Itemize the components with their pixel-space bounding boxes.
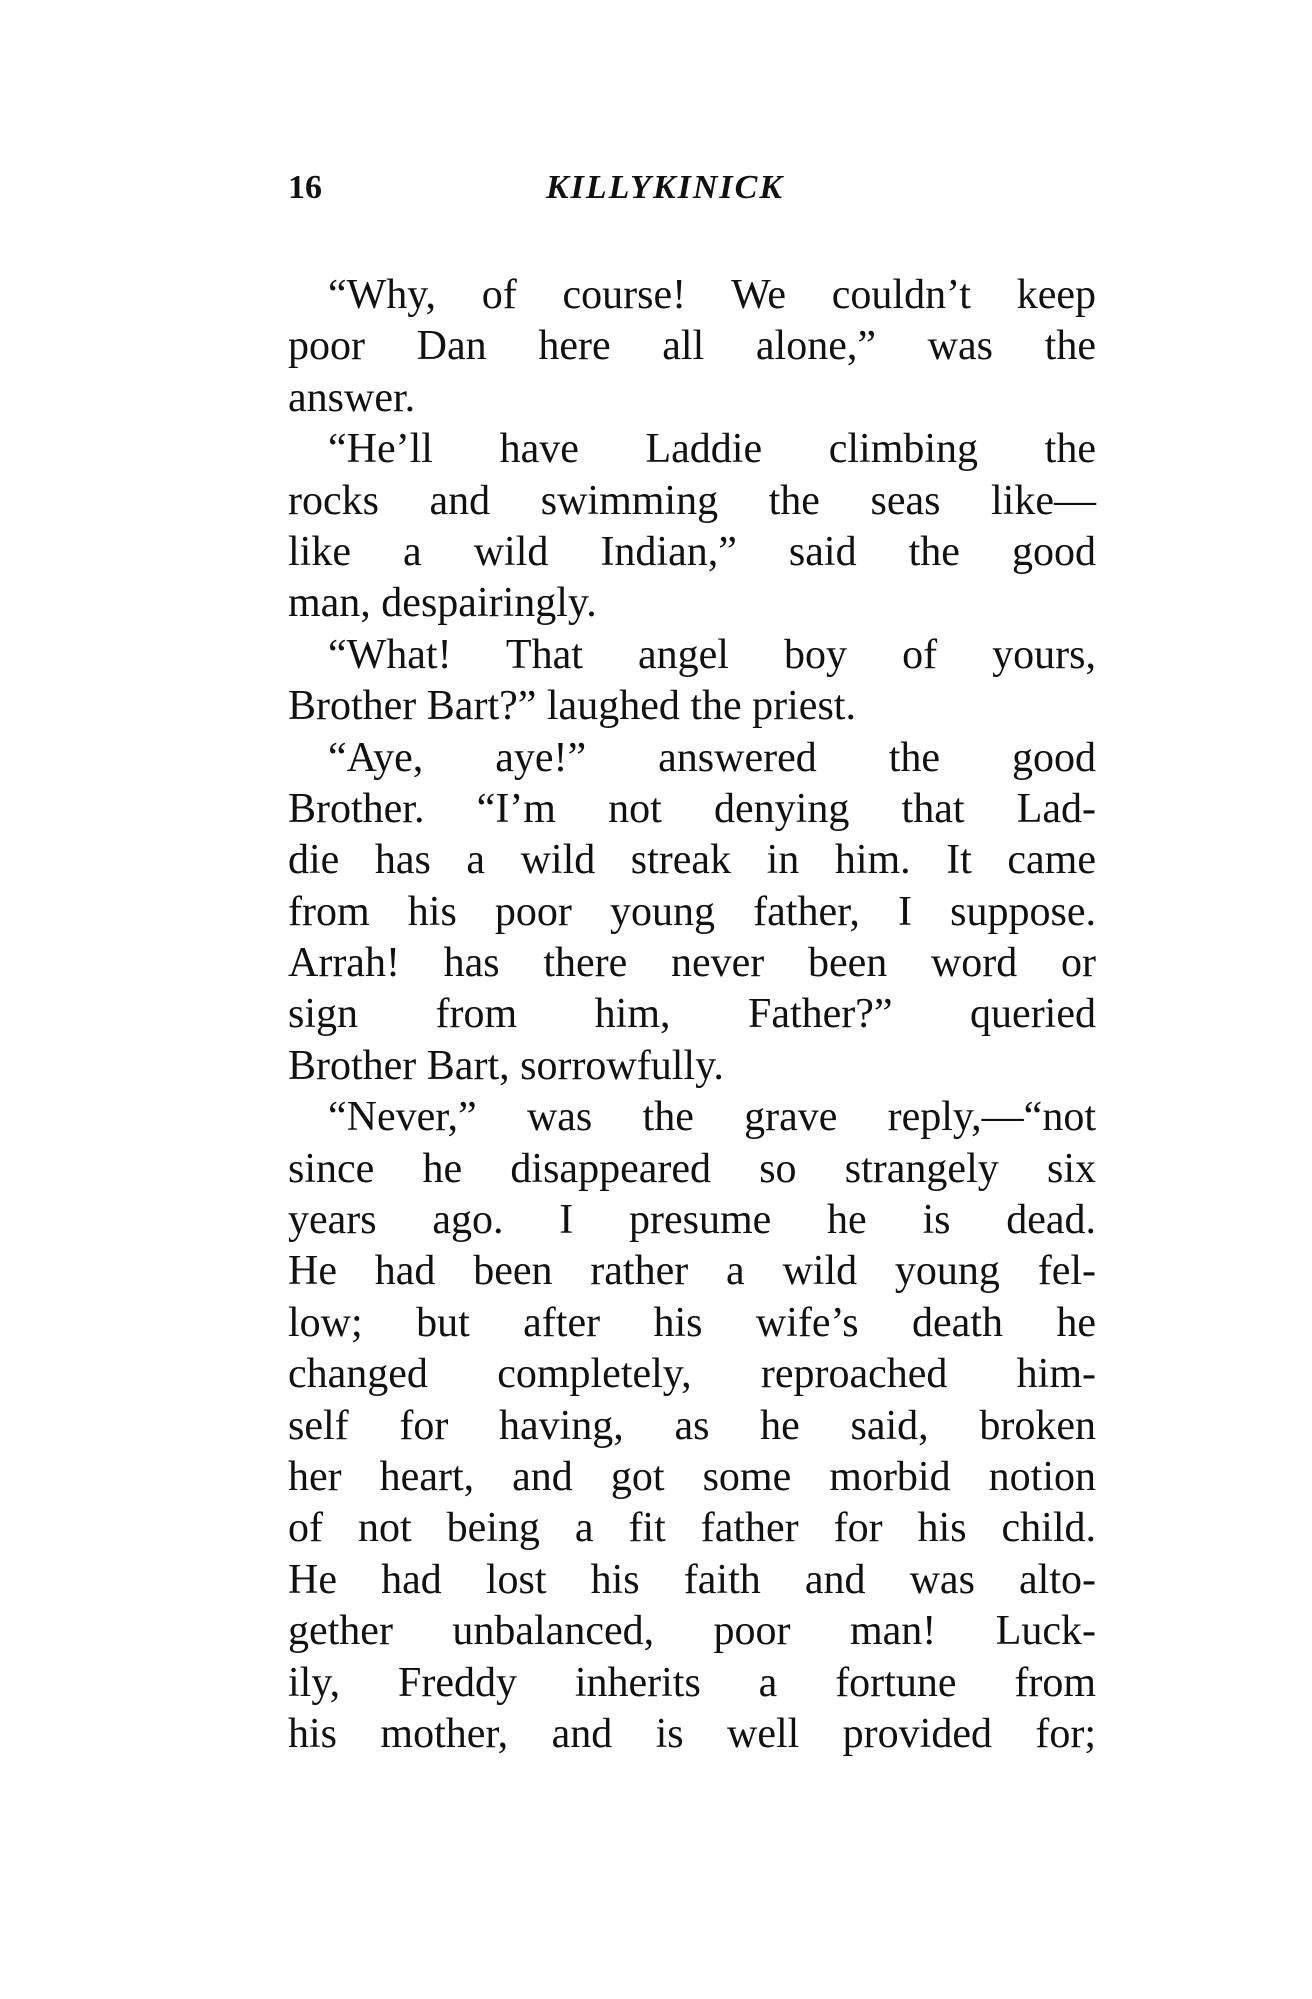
text-line: low; but after his wife’s death he xyxy=(288,1299,1096,1346)
text-line: rocks and swimming the seas like— xyxy=(288,477,1096,524)
text-line: gether unbalanced, poor man! Luck- xyxy=(288,1608,1096,1655)
text-line: Brother Bart?” laughed the priest. xyxy=(288,683,856,730)
text-line: He had been rather a wild young fel- xyxy=(288,1248,1096,1295)
text-line: her heart, and got some morbid notion xyxy=(288,1453,1096,1500)
text-line: ily, Freddy inherits a fortune from xyxy=(288,1659,1096,1706)
running-title: KILLYKINICK xyxy=(546,169,785,206)
text-line: He had lost his faith and was alto- xyxy=(288,1556,1096,1603)
body-text xyxy=(288,270,1096,1760)
text-line: “Never,” was the grave reply,—“not xyxy=(328,1094,1096,1141)
text-line: his mother, and is well provided for; xyxy=(288,1710,1096,1757)
text-line: Brother. “I’m not denying that Lad- xyxy=(288,785,1096,832)
text-line: poor Dan here all alone,” was the xyxy=(288,323,1096,370)
text-line: since he disappeared so strangely six xyxy=(288,1145,1096,1192)
text-line: Brother Bart, sorrowfully. xyxy=(288,1042,724,1089)
text-line: of not being a fit father for his child. xyxy=(288,1505,1096,1552)
text-line: “What! That angel boy of yours, xyxy=(328,631,1096,678)
text-line: man, despairingly. xyxy=(288,580,597,627)
text-line: sign from him, Father?” queried xyxy=(288,991,1096,1038)
text-line: Arrah! has there never been word or xyxy=(288,940,1096,987)
text-line: from his poor young father, I suppose. xyxy=(288,888,1096,935)
text-line: like a wild Indian,” said the good xyxy=(288,528,1096,575)
text-line: self for having, as he said, broken xyxy=(288,1402,1096,1449)
text-line: “Aye, aye!” answered the good xyxy=(328,734,1096,781)
text-line: “He’ll have Laddie climbing the xyxy=(328,426,1096,473)
text-line: answer. xyxy=(288,374,416,421)
text-line: years ago. I presume he is dead. xyxy=(288,1197,1096,1244)
page-number: 16 xyxy=(288,169,322,206)
text-line: die has a wild streak in him. It came xyxy=(288,837,1096,884)
text-line: changed completely, reproached him- xyxy=(288,1351,1096,1398)
text-line: “Why, of course! We couldn’t keep xyxy=(328,272,1096,318)
page-header xyxy=(288,168,1088,228)
